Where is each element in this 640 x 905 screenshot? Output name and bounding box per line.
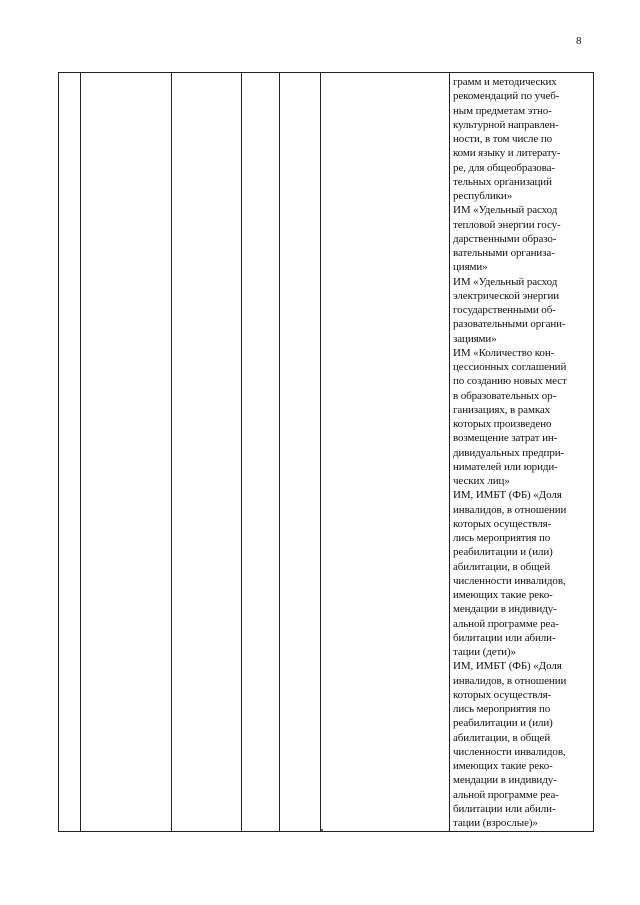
table-cell-empty <box>59 73 81 832</box>
table-cell-empty <box>242 73 280 832</box>
indicator-text: грамм и методических рекомендаций по учеб- ным предметам этно- культурной направлен- ности, в том числе по коми языку и литерату- ре, для общеобразова- тельных организаций республики» <box>453 76 561 202</box>
table-row <box>59 73 594 832</box>
table-cell-empty <box>321 73 450 832</box>
indicator-text: ИМ «Удельный расход тепловой энергии госу- дарственными образо- вательными организа- циями» <box>453 204 561 274</box>
table-cell-empty <box>81 73 172 832</box>
table-cell-empty <box>280 73 321 832</box>
scan-dot-mark <box>321 829 323 831</box>
indicator-text: ИМ «Количество кон- цессионных соглашений по созданию новых мест в образовательных ор- ганизациях, в рамках которых произведено возмещение затрат ин- дивидуальных предпри- нимателей или юриди- ческих лиц» <box>453 346 567 487</box>
page-number: 8 <box>576 35 582 47</box>
indicator-text: ИМ, ИМБТ (ФБ) «Доля инвалидов, в отношении которых осуществля- лись мероприятия по реабилитации и (или) абилитации, в общей численности инвалидов, имеющих такие реко- мендации в индивиду- альной программе реа- билитации или абили- тации (взрослые)» <box>453 660 567 829</box>
indicator-text: ИМ «Удельный расход электрической энергии государственными об- разовательными органи- зациями» <box>453 275 566 345</box>
document-table <box>58 72 594 832</box>
indicator-text: ИМ, ИМБТ (ФБ) «Доля инвалидов, в отношении которых осуществля- лись мероприятия по реабилитации и (или) абилитации, в общей численности инвалидов, имеющих такие реко- мендации в индивиду- альной программе реа- билитации или абили- тации (дети)» <box>453 489 567 658</box>
indicators-cell <box>450 73 594 832</box>
table-cell-empty <box>172 73 242 832</box>
